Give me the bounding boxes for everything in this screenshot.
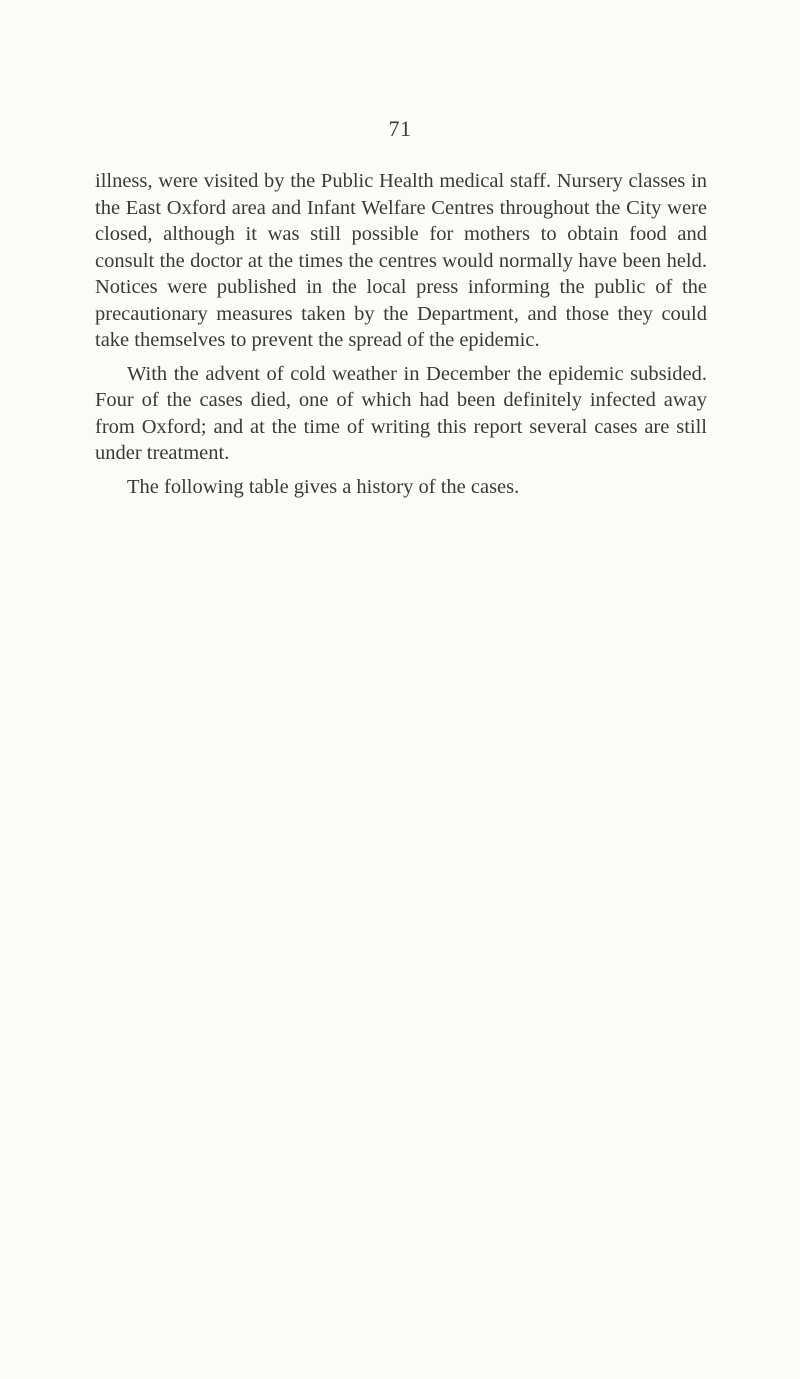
page-number: 71 [388,116,412,141]
body-text [95,168,707,507]
paragraph-continued: illness, were visited by the Public Health medical staff. Nursery classes in the East Oxford area and Infant Welfare Centres throughout the City were closed, although it was still possible for mothers to obtain food and consult the doctor at the times the centres would normally have been held. Notices were published in the local press informing the public of the precautionary measures taken by the Department, and those they could take themselves to prevent the spread of the epidemic. [95,170,707,351]
paragraph-table-intro: The following table gives a history of the cases. [127,475,520,498]
paragraph-epidemic-subsided: With the advent of cold weather in December the epidemic subsided. Four of the cases died, one of which had been definitely infected away from Oxford; and at the time of writing this report several cases are still under treatment. [95,362,707,464]
